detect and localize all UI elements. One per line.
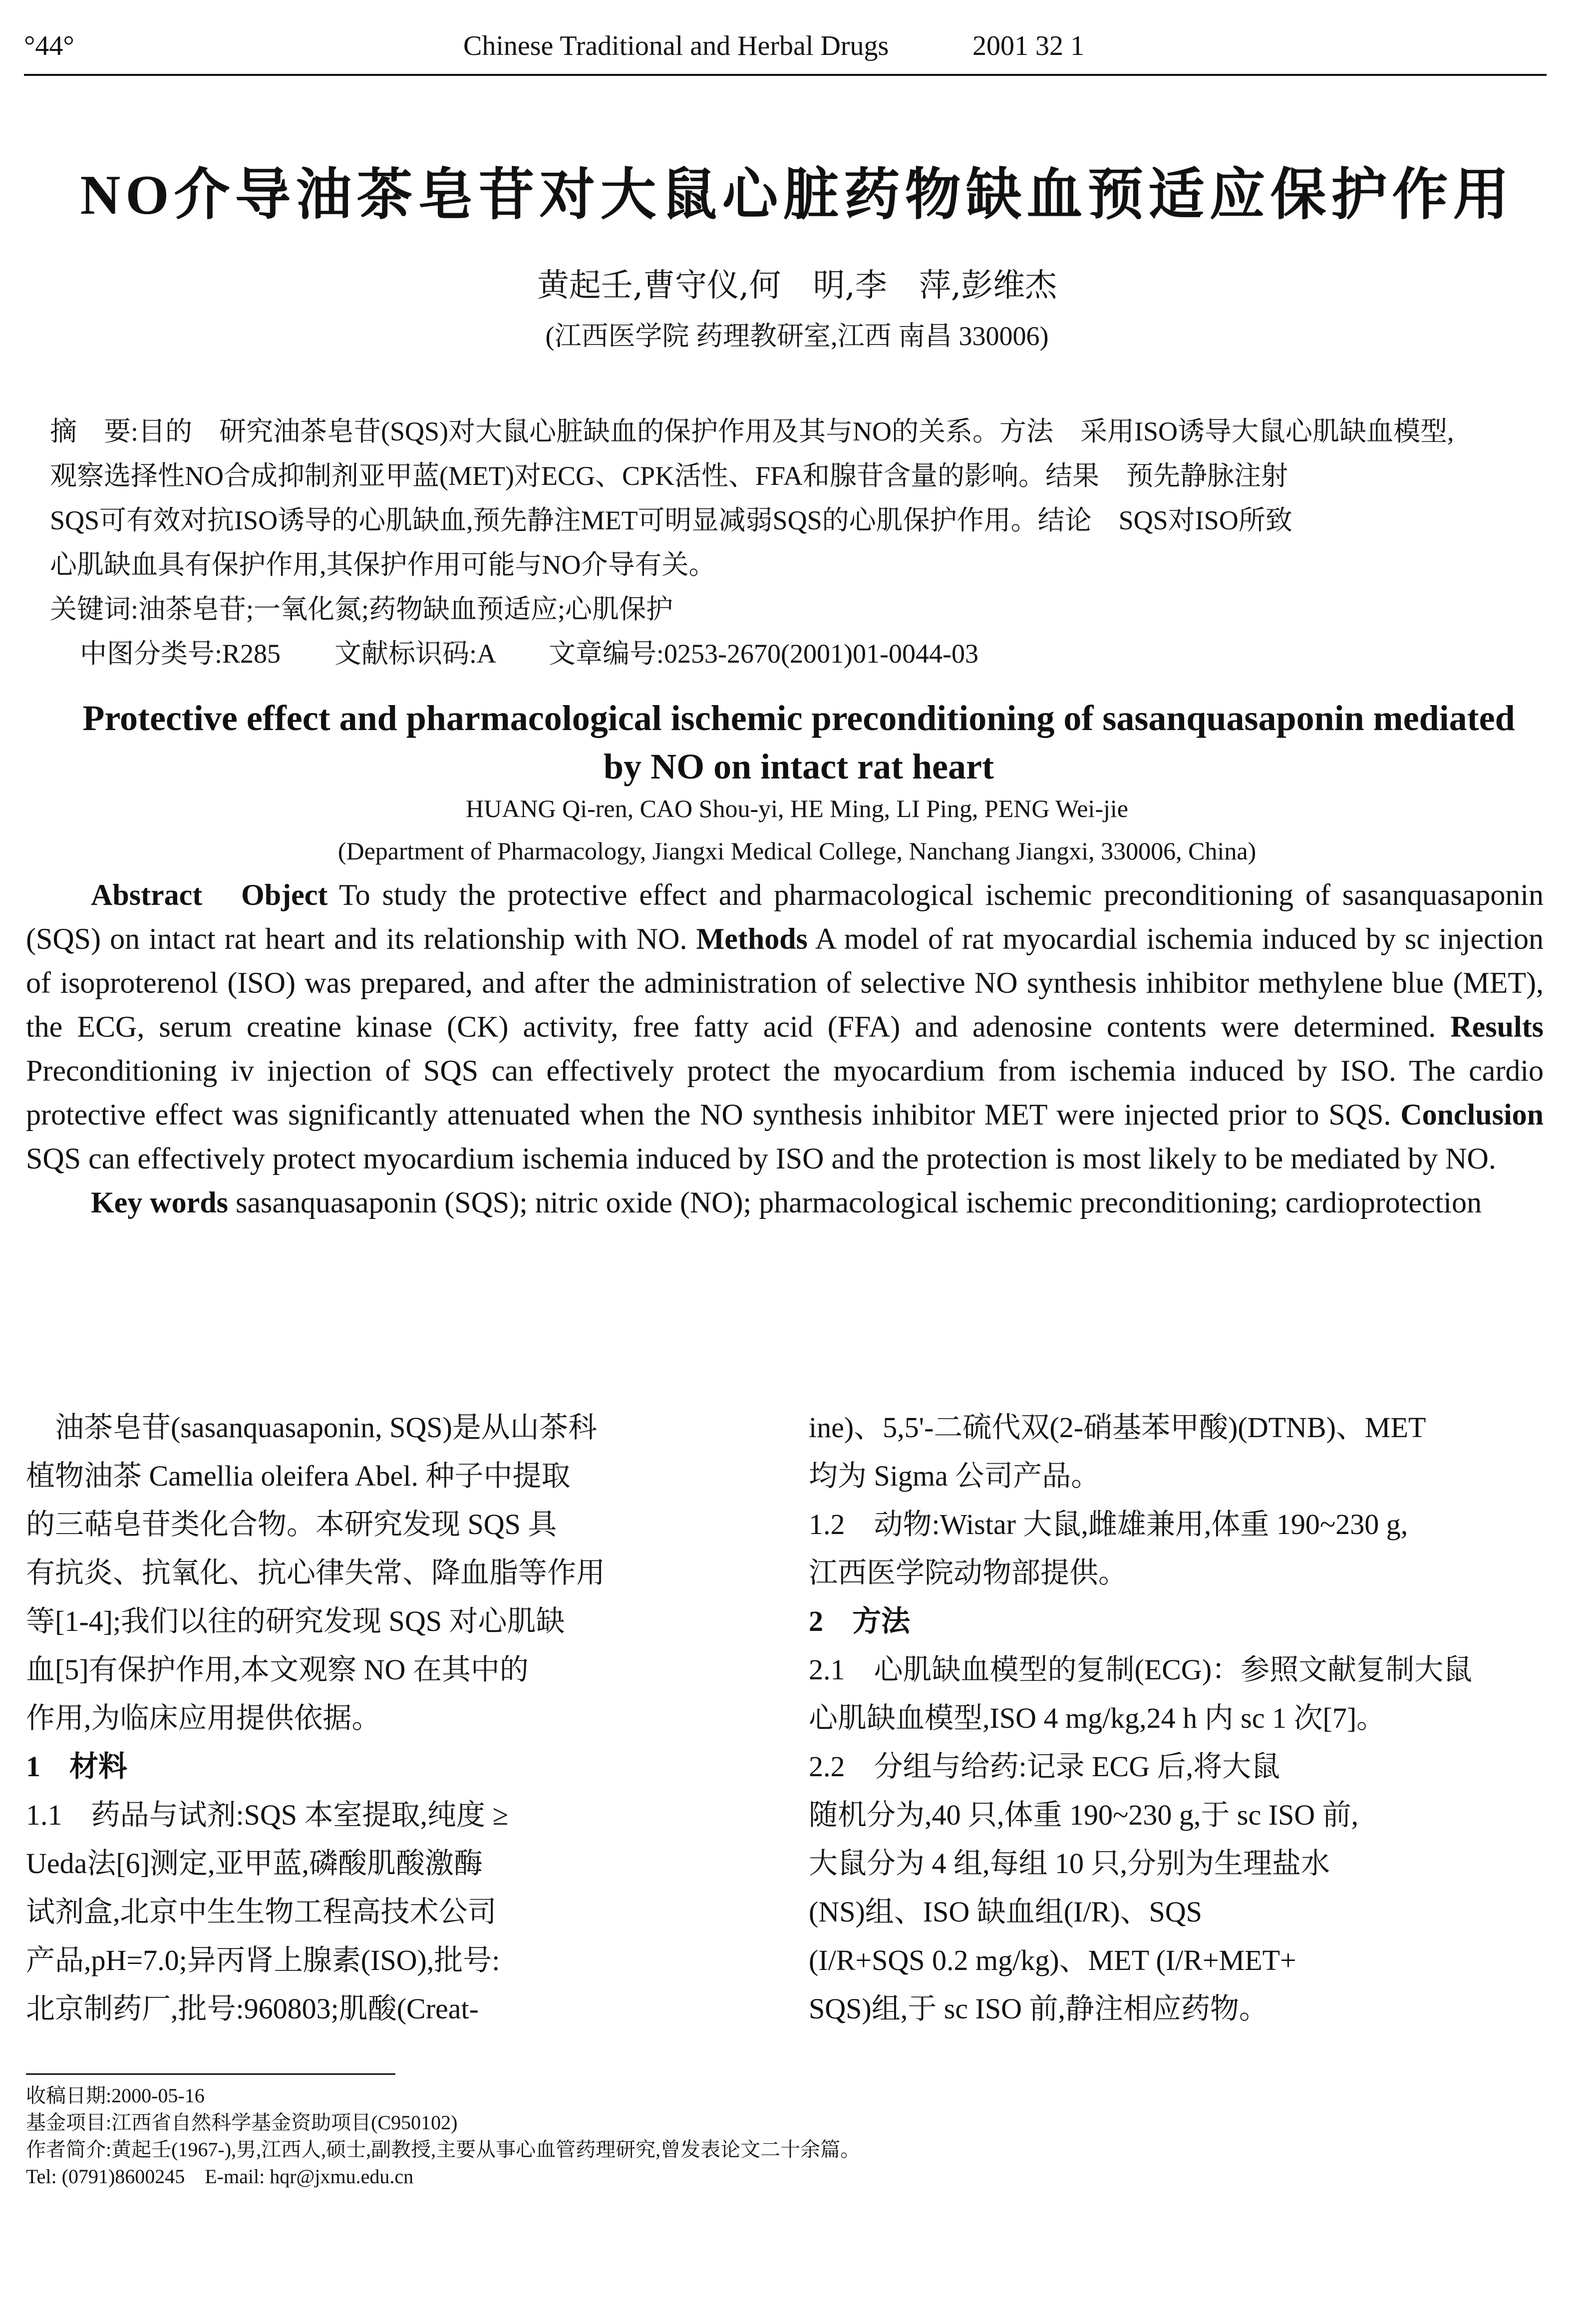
abstract-conclusion-label: Conclusion bbox=[1400, 1098, 1544, 1131]
abstract-results-label: Results bbox=[1450, 1010, 1544, 1043]
chinese-keywords: 关键词:油茶皂苷;一氧化氮;药物缺血预适应;心肌保护 bbox=[50, 594, 673, 625]
section-heading: 2 方法 bbox=[809, 1605, 911, 1637]
chinese-affiliation: (江西医学院 药理教研室,江西 南昌 330006) bbox=[545, 321, 1049, 351]
footnote-line: Tel: (0791)8600245 E-mail: hqr@jxmu.edu.cn bbox=[26, 2165, 414, 2188]
body-line: 大鼠分为 4 组,每组 10 只,分别为生理盐水 bbox=[809, 1847, 1330, 1880]
footnote-rule bbox=[26, 2073, 395, 2075]
english-abstract bbox=[26, 873, 1544, 1224]
body-line: 1.1 药品与试剂:SQS 本室提取,纯度 ≥ bbox=[26, 1799, 509, 1831]
abstract-methods-label: Methods bbox=[696, 922, 808, 955]
english-authors: HUANG Qi-ren, CAO Shou-yi, HE Ming, LI Ping, PENG Wei-jie bbox=[466, 794, 1128, 822]
abstract-methods-text: A model of rat myocardial ischemia induced by sc injection of isoproterenol (ISO) was prepared, and after the administration of selective NO synthesis inhibitor methylene blue (MET), the ECG, serum creatine kinase (CK) activity, free fatty acid (FFA) and adenosine contents were determined. bbox=[26, 922, 1544, 1043]
header-rule bbox=[24, 74, 1547, 76]
abstract-object-text: To study the protective effect and pharmacological ischemic preconditioning of sasanquasaponin (SQS) on intact rat heart and its relationship with NO. bbox=[26, 878, 1544, 955]
body-line: 北京制药厂,批号:960803;肌酸(Creat- bbox=[26, 1992, 479, 2025]
footnote bbox=[26, 2082, 1549, 2190]
body-line: 江西医学院动物部提供。 bbox=[809, 1556, 1128, 1589]
body-line: 植物油茶 Camellia oleifera Abel. 种子中提取 bbox=[26, 1460, 571, 1492]
body-line: 心肌缺血模型,ISO 4 mg/kg,24 h 内 sc 1 次[7]。 bbox=[809, 1702, 1386, 1734]
body-line: ine)、5,5'-二硫代双(2-硝基苯甲酸)(DTNB)、MET bbox=[809, 1411, 1426, 1444]
body-line: 2.1 心肌缺血模型的复制(ECG)：参照文献复制大鼠 bbox=[809, 1653, 1473, 1686]
keywords-label: Key words bbox=[91, 1186, 228, 1219]
body-line: (NS)组、ISO 缺血组(I/R)、SQS bbox=[809, 1896, 1202, 1928]
footnote-line: 基金项目:江西省自然科学基金资助项目(C950102) bbox=[26, 2111, 458, 2134]
abstract-results-text: Preconditioning iv injection of SQS can effectively protect the myocardium from ischemia induced by ISO. The cardio protective effect was significantly attenuated when the NO synthesis inhibitor MET were injected prior to SQS. bbox=[26, 1054, 1544, 1131]
body-line: 油茶皂苷(sasanquasaponin, SQS)是从山茶科 bbox=[26, 1411, 597, 1444]
section-heading: 1 材料 bbox=[26, 1750, 128, 1783]
footnote-line: 作者简介:黄起壬(1967-),男,江西人,硕士,副教授,主要从事心血管药理研究,曾发表论文二十余篇。 bbox=[26, 2138, 861, 2161]
page-number: °44° bbox=[24, 30, 74, 61]
chinese-title: NO介导油茶皂苷对大鼠心脏药物缺血预适应保护作用 bbox=[80, 164, 1514, 226]
journal-issue: 2001 32 1 bbox=[972, 30, 1084, 61]
body-line: (I/R+SQS 0.2 mg/kg)、MET (I/R+MET+ bbox=[809, 1944, 1296, 1976]
chinese-abstract-line: 心肌缺血具有保护作用,其保护作用可能与NO介导有关。 bbox=[50, 550, 716, 580]
body-line: 2.2 分组与给药:记录 ECG 后,将大鼠 bbox=[809, 1750, 1280, 1783]
body-line: 等[1-4];我们以往的研究发现 SQS 对心肌缺 bbox=[26, 1605, 565, 1637]
body-line: 作用,为临床应用提供依据。 bbox=[26, 1702, 381, 1734]
body-line: 1.2 动物:Wistar 大鼠,雌雄兼用,体重 190~230 g, bbox=[809, 1508, 1408, 1541]
chinese-abstract-line: 观察选择性NO合成抑制剂亚甲蓝(MET)对ECG、CPK活性、FFA和腺苷含量的影响。结果 预先静脉注射 bbox=[50, 461, 1288, 491]
running-header bbox=[24, 20, 1572, 70]
chinese-authors: 黄起壬,曹守仪,何 明,李 萍,彭维杰 bbox=[537, 267, 1057, 304]
chinese-abstract bbox=[50, 409, 1523, 677]
body-line: 均为 Sigma 公司产品。 bbox=[809, 1460, 1100, 1492]
english-affiliation: (Department of Pharmacology, Jiangxi Medical College, Nanchang Jiangxi, 330006, China) bbox=[337, 837, 1257, 865]
keywords-text: sasanquasaponin (SQS); nitric oxide (NO); pharmacological ischemic preconditioning; cardioprotection bbox=[235, 1186, 1482, 1219]
chinese-classification: 中图分类号:R285 文献标识码:A 文章编号:0253-2670(2001)01-0044-03 bbox=[80, 639, 978, 669]
english-title: Protective effect and pharmacological ischemic preconditioning of sasanquasaponin mediated by NO on intact rat heart bbox=[82, 698, 1515, 787]
body-line: 试剂盒,北京中生生物工程高技术公司 bbox=[26, 1896, 497, 1928]
body-line: 产品,pH=7.0;异丙肾上腺素(ISO),批号: bbox=[26, 1944, 500, 1976]
abstract-conclusion-text: SQS can effectively protect myocardium ischemia induced by ISO and the protection is most likely to be mediated by NO. bbox=[26, 1142, 1496, 1175]
chinese-abstract-line: SQS可有效对抗ISO诱导的心肌缺血,预先静注MET可明显减弱SQS的心肌保护作用。结论 SQS对ISO所致 bbox=[50, 505, 1292, 536]
footnote-line: 收稿日期:2000-05-16 bbox=[26, 2084, 205, 2107]
body-line: Ueda法[6]测定,亚甲蓝,磷酸肌酸激酶 bbox=[26, 1847, 483, 1880]
body-line: 随机分为,40 只,体重 190~230 g,于 sc ISO 前, bbox=[809, 1799, 1359, 1831]
journal-name: Chinese Traditional and Herbal Drugs bbox=[463, 30, 889, 61]
abstract-object-label: Abstract Object bbox=[91, 878, 328, 911]
body-line: 血[5]有保护作用,本文观察 NO 在其中的 bbox=[26, 1653, 529, 1686]
body-column-left bbox=[26, 1403, 755, 2033]
body-line: SQS)组,于 sc ISO 前,静注相应药物。 bbox=[809, 1992, 1268, 2025]
body-line: 有抗炎、抗氧化、抗心律失常、降血脂等作用 bbox=[26, 1556, 606, 1589]
chinese-abstract-line: 摘 要:目的 研究油茶皂苷(SQS)对大鼠心脏缺血的保护作用及其与NO的关系。方法 采用ISO诱导大鼠心肌缺血模型, bbox=[50, 416, 1454, 446]
body-line: 的三萜皂苷类化合物。本研究发现 SQS 具 bbox=[26, 1508, 557, 1541]
body-column-right bbox=[809, 1403, 1538, 2033]
